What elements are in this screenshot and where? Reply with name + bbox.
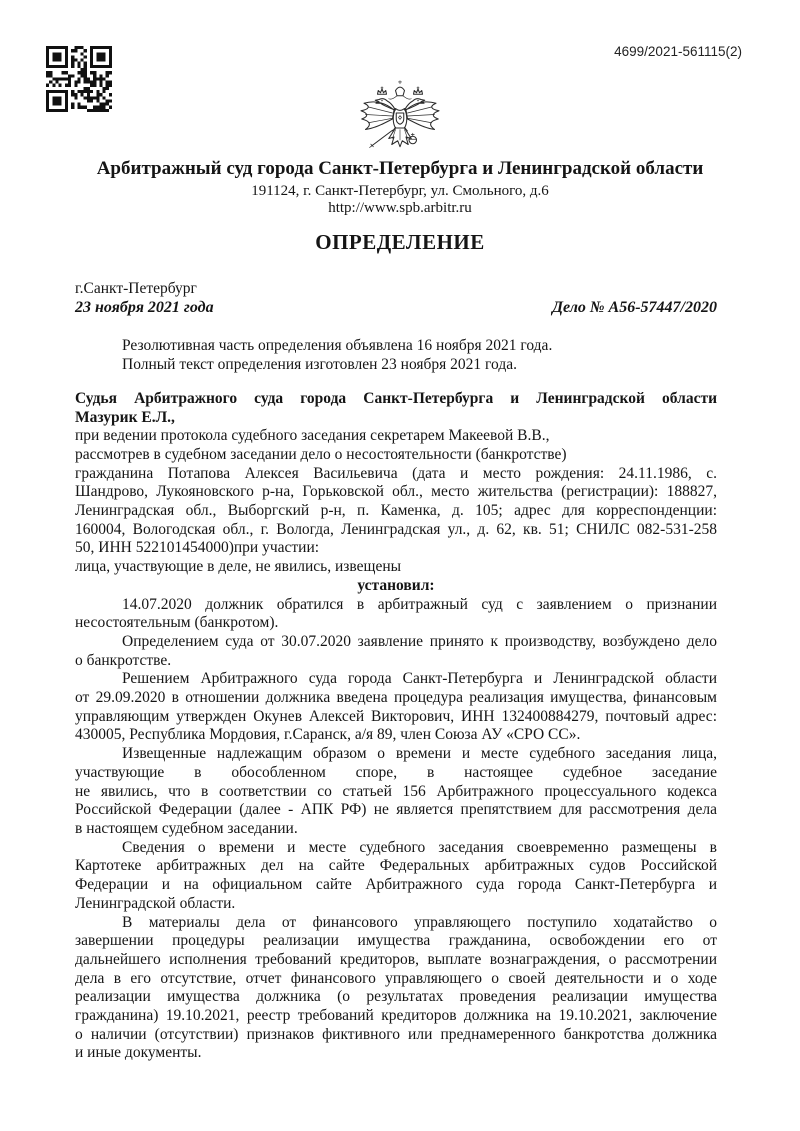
- text-line: о банкротстве.: [75, 651, 172, 669]
- document-stamp-number: 4699/2021-561115(2): [614, 44, 742, 59]
- paragraph: [75, 670, 717, 745]
- paragraph: [75, 446, 717, 465]
- double-headed-eagle-icon: [354, 80, 446, 152]
- text-line: несостоятельным (банкротом).: [75, 614, 279, 632]
- text-line: Резолютивная часть определения объявлена 16 ноября 2021 года.: [122, 337, 553, 355]
- text-line: Извещенные надлежащим образом о времени и месте судебного заседания лица,: [122, 745, 717, 763]
- text-line: гражданина Потапова Алексея Васильевича (дата и место рождения: 24.11.1986, с.: [75, 464, 717, 482]
- text-line: о наличии (отсутствии) признаков фиктивного или преднамеренного банкротства должника: [75, 1025, 717, 1043]
- text-line: рассмотрев в судебном заседании дело о несостоятельности (банкротстве): [75, 445, 567, 463]
- paragraph: [75, 596, 717, 633]
- text-line: от 29.09.2020 в отношении должника введена процедура реализация имущества, финансовым: [75, 689, 717, 707]
- paragraph: [75, 914, 717, 1064]
- text-line: 160004, Вологодская обл., г. Вологда, Ленинградская ул., д. 62, кв. 51; СНИЛС 082-531-258: [75, 520, 717, 538]
- text-line: участвующие в обособленном споре, в настоящее судебное заседание: [75, 763, 717, 781]
- paragraph: [75, 577, 717, 596]
- text-line: дела в его отсутствие, отчет финансового управляющего о своей деятельности и о ходе: [75, 969, 717, 987]
- court-header: [0, 157, 800, 217]
- paragraph: [75, 465, 717, 559]
- text-line: реализации имущества должника (о результатах проведения реализации имущества: [75, 988, 717, 1006]
- date-case-row: [75, 299, 717, 318]
- text-line: не явились, что в соответствии со статьей 156 Арбитражного процессуального кодекса: [75, 782, 717, 800]
- court-address: 191124, г. Санкт-Петербург, ул. Смольного, д.6: [251, 183, 549, 199]
- paragraph: [75, 558, 717, 577]
- text-line: Решением Арбитражного суда города Санкт-Петербурга и Ленинградской области: [122, 670, 717, 688]
- document-body: [75, 280, 717, 1063]
- text-line: Определением суда от 30.07.2020 заявление принято к производству, возбуждено дело: [122, 632, 717, 650]
- text-line: 50, ИНН 522101454000)при участии:: [75, 539, 320, 557]
- text-line: Ленинградской области.: [75, 894, 236, 912]
- text-line: Ленинградская обл., Выборгский р-н, п. Каменка, д. 105; адрес для корреспонденции:: [75, 502, 717, 520]
- document-title: ОПРЕДЕЛЕНИЕ: [315, 230, 485, 254]
- text-line: Российской Федерации (далее - АПК РФ) не является препятствием для рассмотрения дела: [75, 801, 717, 819]
- text-line: гражданина) 19.10.2021, реестр требований кредиторов должника на 19.10.2021, заключение: [75, 1007, 717, 1025]
- court-website: http://www.spb.arbitr.ru: [328, 200, 472, 216]
- place-line: г.Санкт-Петербург: [75, 280, 197, 297]
- paragraph: [75, 839, 717, 914]
- text-line: Сведения о времени и месте судебного заседания своевременно размещены в: [122, 838, 717, 856]
- decision-date: 23 ноября 2021 года: [75, 298, 214, 316]
- coat-of-arms-emblem: [354, 80, 446, 152]
- text-line: Судья Арбитражного суда города Санкт-Петербурга и Ленинградской области: [75, 389, 717, 407]
- text-line: дальнейшего исполнения требований кредиторов, выплате вознаграждения, о рассмотрении: [75, 950, 717, 968]
- text-line: управляющим утвержден Окунев Алексей Викторович, ИНН 132400884279, почтовый адрес:: [75, 707, 717, 725]
- intro-lines: [75, 337, 717, 374]
- case-number: Дело № А56-57447/2020: [552, 298, 717, 316]
- paragraph: [75, 745, 717, 839]
- paragraph: [75, 390, 717, 427]
- court-name: Арбитражный суд города Санкт-Петербурга и Ленинградской области: [96, 158, 704, 179]
- qr-code-image: [46, 46, 112, 112]
- text-line: Картотеке арбитражных дел на сайте Федеральных арбитражных судов Российской: [75, 857, 717, 875]
- text-line: установил:: [357, 576, 435, 594]
- text-line: 14.07.2020 должник обратился в арбитражный суд с заявлением о признании: [122, 595, 717, 613]
- text-line: Шандрово, Лукояновского р-на, Горьковской обл., место жительства (регистрации): 188827,: [75, 483, 717, 501]
- body-paragraphs: [75, 390, 717, 1063]
- paragraph: [75, 633, 717, 670]
- text-line: при ведении протокола судебного заседания секретарем Макеевой В.В.,: [75, 427, 550, 445]
- text-line: Полный текст определения изготовлен 23 ноября 2021 года.: [122, 356, 517, 374]
- qr-code-icon: [46, 46, 112, 112]
- text-line: в настоящем судебном заседании.: [75, 819, 298, 837]
- paragraph: [75, 427, 717, 446]
- text-line: и иные документы.: [75, 1044, 202, 1062]
- text-line: 430005, Республика Мордовия, г.Саранск, а/я 89, член Союза АУ «СРО СС».: [75, 726, 581, 744]
- text-line: завершении процедуры реализации имущества гражданина, освобождении его от: [75, 932, 717, 950]
- text-line: Мазурик Е.Л.,: [75, 408, 175, 426]
- text-line: лица, участвующие в деле, не явились, извещены: [75, 558, 402, 576]
- text-line: В материалы дела от финансового управляющего поступило ходатайство о: [122, 913, 717, 931]
- text-line: Федерации и на официальном сайте Арбитражного суда города Санкт-Петербурга и: [75, 876, 717, 894]
